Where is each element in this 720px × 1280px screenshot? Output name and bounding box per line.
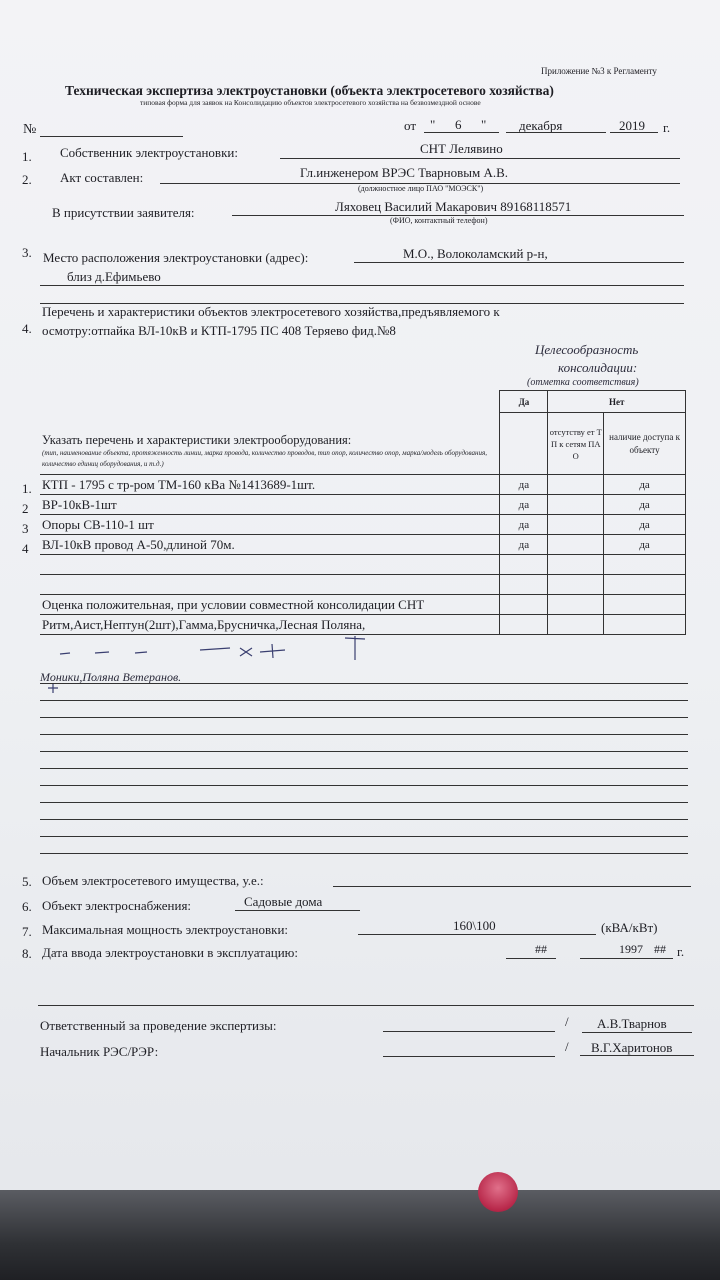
row-3-access: да [604,515,686,535]
row-4-yes: да [500,535,548,555]
row-1-access: да [604,475,686,495]
pin-stamp [478,1172,518,1212]
field-8-day: ## [535,942,547,956]
field-8-label: Дата ввода электроустановки в эксплуатацию: [42,945,298,960]
field-8-year: 1997 [619,942,643,956]
chief-slash: / [565,1039,569,1054]
row-3-yes: да [500,515,548,535]
field-7-label: Максимальная мощность электроустановки: [42,922,289,937]
field-8-suffix: г. [677,944,685,959]
chief-label: Начальник РЭС/РЭР: [40,1044,159,1059]
col-no: Нет [548,391,686,413]
row-1-text: КТП - 1795 с тр-ром ТМ-160 кВа №1413689-1шт. [40,475,500,495]
document-subtitle: типовая форма для заявок на Консолидацию объектов электросетевого хозяйства на безвозмездной основе [140,98,481,107]
row-3-num: 3 [22,521,29,536]
col-no-access: наличие доступа к объекту [604,413,686,475]
field-3-num: 3. [22,245,32,260]
table-left-head: Указать перечень и характеристики электрооборудования: [42,433,352,447]
table-row [40,495,686,515]
applicant-value: Ляховец Василий Макарович 89168118571 [335,199,572,214]
field-1-label: Собственник электроустановки: [60,145,238,160]
table-surface [0,1190,720,1280]
field-8-hash: ## [654,942,666,956]
date-year: 2019 [619,118,645,133]
date-suffix: г. [663,120,671,135]
date-quote-close: " [481,117,487,132]
conclusion-line-1: Оценка положительная, при условии совместной консолидации СНТ [40,595,500,615]
date-quote-open: " [430,117,436,132]
applicant-label: В присутствии заявителя: [52,205,195,220]
field-2-label: Акт составлен: [60,170,144,185]
field-6-num: 6. [22,899,32,914]
purpose-note: (отметка соответствия) [527,377,639,388]
field-7-value: 160\100 [453,918,496,933]
field-8-num: 8. [22,946,32,961]
row-2-access: да [604,495,686,515]
field-2-num: 2. [22,172,32,187]
date-day: 6 [455,117,462,132]
field-7-unit: (кВА/кВт) [601,920,658,935]
field-2-value: Гл.инженером ВРЭС Тварновым А.В. [300,165,509,180]
responsible-label: Ответственный за проведение экспертизы: [40,1018,277,1033]
field-1-value: СНТ Лелявино [420,141,503,156]
row-1-yes: да [500,475,548,495]
row-4-num: 4 [22,541,29,556]
conclusion-line-3: Моники,Поляна Ветеранов. [40,670,182,684]
col-yes: Да [500,391,548,413]
appendix-note: Приложение №3 к Регламенту [541,66,657,76]
field-7-num: 7. [22,924,32,939]
field-6-label: Объект электроснабжения: [42,898,192,913]
row-1-num: 1. [22,481,32,496]
conclusion-line-2: Ритм,Аист,Нептун(2шт),Гамма,Брусничка,Лесная Поляна, [40,615,500,635]
document-title: Техническая экспертиза электроустановки (объекта электросетевого хозяйства) [65,83,554,98]
responsible-slash: / [565,1014,569,1029]
field-6-value: Садовые дома [244,894,323,909]
number-label: № [23,122,37,137]
field-1-num: 1. [22,149,32,164]
equipment-table [40,390,686,635]
row-2-num: 2 [22,501,29,516]
table-row [40,475,686,495]
chief-name: В.Г.Харитонов [591,1040,673,1055]
field-3-value-2: близ д.Ефимьево [67,269,161,284]
row-4-access: да [604,535,686,555]
field-5-label: Объем электросетевого имущества, у.е.: [42,873,264,888]
applicant-note: (ФИО, контактный телефон) [390,216,488,225]
col-no-tp: отсутству ет ТП к сетям ПАО [548,413,604,475]
field-2-note: (должностное лицо ПАО "МОЭСК") [358,184,484,193]
field-3-label: Место расположения электроустановки (адрес): [43,250,309,265]
field-3-value-1: М.О., Волоколамский р-н, [403,246,548,261]
purpose-title-2: консолидации: [558,360,638,375]
date-month: декабря [519,118,563,133]
field-4-line-1: Перечень и характеристики объектов электросетевого хозяйства,предъявляемого к [42,304,500,319]
date-from: от [404,118,417,133]
table-left-note: (тип, наименование объекта, протяженность линии, марка провода, количество проводов, тип опор, количество опор, марка/модель оборудования, количество единиц оборудования, и т.д.) [42,449,487,468]
field-4-num: 4. [22,321,32,336]
field-5-num: 5. [22,874,32,889]
field-4-line-2: осмотру:отпайка ВЛ-10кВ и КТП-1795 ПС 408 Теряево фид.№8 [42,323,396,338]
table-row [40,535,686,555]
row-2-yes: да [500,495,548,515]
responsible-name: А.В.Тварнов [597,1016,667,1031]
row-2-text: ВР-10кВ-1шт [40,495,500,515]
purpose-title: Целесообразность [535,342,639,357]
table-row [40,515,686,535]
row-3-text: Опоры СВ-110-1 шт [40,515,500,535]
row-4-text: ВЛ-10кВ провод А-50,длиной 70м. [40,535,500,555]
